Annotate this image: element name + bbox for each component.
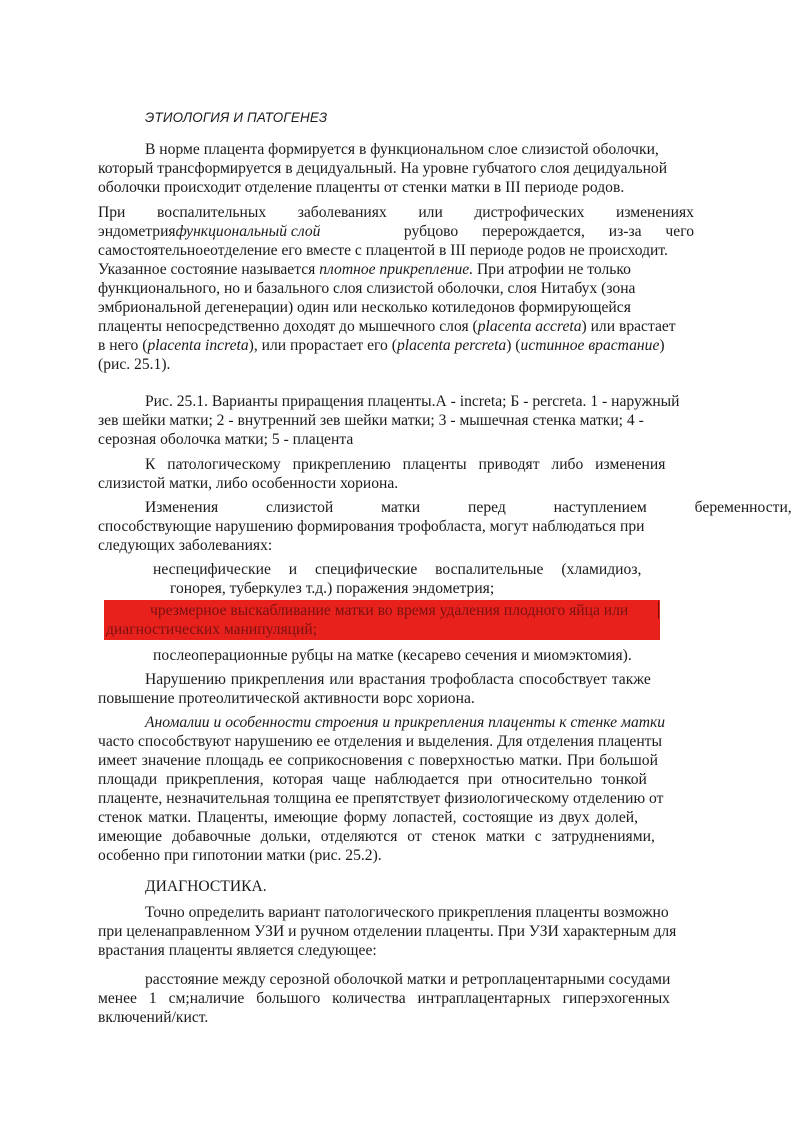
- text-line: врастания плаценты является следующее:: [98, 942, 377, 959]
- word: или: [418, 204, 443, 221]
- italic-term: placenta increta: [147, 337, 249, 354]
- text-line: [98, 222, 694, 241]
- list-item: послеоперационные рубцы на матке (кесарево сечения и миомэктомия).: [153, 647, 632, 664]
- text-line: [145, 713, 741, 732]
- text-line: стенок матки. Плаценты, имеющие форму лопастей, состоящие из двух долей,: [98, 809, 638, 826]
- word: дистрофических: [474, 204, 585, 221]
- text-line: зев шейки матки; 2 - внутренний зев шейки матки; 3 - мышечная стенка матки; 4 -: [98, 412, 644, 429]
- text-line: Изменения слизистой матки перед наступлением беременности,: [145, 499, 792, 516]
- text-fragment: ), или прорастает его (: [248, 337, 397, 354]
- italic-term: истинное врастание: [520, 337, 660, 354]
- text-line: оболочки происходит отделение плаценты от стенки матки в III периоде родов.: [98, 179, 625, 196]
- text-line: площади прикрепления, которая чаще наблюдается при относительно тонкой: [98, 771, 647, 788]
- text-fragment: ) или врастает: [581, 318, 676, 335]
- text-line: повышение протеолитической активности ворс хориона.: [98, 690, 475, 707]
- list-item-continuation: гонорея, туберкулез т.д.) поражения эндометрия;: [170, 580, 495, 597]
- text-line: имеет значение площадь ее соприкосновения с поверхностью матки. При большой: [98, 752, 658, 769]
- text-line: слизистой матки, либо особенности хориона.: [98, 475, 399, 492]
- text-line: способствующие нарушению формирования трофобласта, могут наблюдаться при: [98, 518, 645, 535]
- text-fragment: плаценты непосредственно доходят до мышечного слоя (: [98, 318, 478, 335]
- text-fragment: ) (: [506, 337, 521, 354]
- word: заболеваниях: [297, 204, 387, 221]
- text-line: менее 1 см;наличие большого количества интраплацентарных гиперэхогенных: [98, 990, 670, 1007]
- text-line: который трансформируется в децидуальный. На уровне губчатого слоя децидуальной: [98, 160, 668, 177]
- italic-term: Аномалии и особенности строения и прикрепления плаценты к стенке матки: [145, 714, 666, 731]
- text-line: [98, 336, 694, 355]
- text-line: (рис. 25.1).: [98, 356, 171, 373]
- text-line: [98, 317, 694, 336]
- text-line: самостоятельноеотделение его вместе с плацентой в III периоде родов не происходит.: [98, 242, 668, 259]
- text-fragment: рубцово перерождается, из-за чего: [403, 223, 694, 240]
- italic-term: placenta percreta: [396, 337, 507, 354]
- text-line: расстояние между серозной оболочкой матки и ретроплацентарными сосудами: [145, 971, 671, 988]
- text-fragment: При атрофии не только: [473, 261, 631, 278]
- text-fragment: [98, 222, 320, 241]
- text-line: следующих заболеваниях:: [98, 537, 273, 554]
- text-line: Точно определить вариант патологического прикрепления плаценты возможно: [145, 904, 669, 921]
- text-fragment: Указанное состояние называется: [98, 261, 320, 278]
- italic-term: функциональный слой: [175, 223, 321, 240]
- text-line: часто способствуют нарушению ее отделения и выделения. Для отделения плаценты: [98, 733, 662, 750]
- text-line: Рис. 25.1. Варианты приращения плаценты.А - increta; Б - percreta. 1 - наружный: [145, 393, 680, 410]
- text-line: серозная оболочка матки; 5 - плацента: [98, 431, 354, 448]
- text-fragment: ): [659, 337, 665, 354]
- section-heading-diagnostics: ДИАГНОСТИКА.: [145, 878, 267, 895]
- text-line: эмбриональной дегенерации) один или несколько котиледонов формирующейся: [98, 299, 631, 316]
- word: изменениях: [615, 204, 694, 221]
- text-line: имеющие добавочные дольки, отделяются от стенок матки с затруднениями,: [98, 828, 655, 845]
- highlighted-list-item-continuation: диагностических манипуляций;: [106, 621, 318, 638]
- text-fragment: в него (: [98, 337, 148, 354]
- text-line: К патологическому прикреплению плаценты приводят либо изменения: [145, 456, 666, 473]
- italic-term: плотное прикрепление.: [319, 261, 474, 278]
- italic-term: placenta accreta: [477, 318, 582, 335]
- text-line: функционального, но и базального слоя слизистой оболочки, слоя Нитабух (зона: [98, 280, 636, 297]
- list-item: неспецифические и специфические воспалительные (хламидиоз,: [153, 561, 642, 578]
- text-line: плаценте, незначительная толщина ее препятствует физиологическому отделению от: [98, 790, 664, 807]
- text-line: при целенаправленном УЗИ и ручном отделении плаценты. При УЗИ характерным для: [98, 923, 677, 940]
- text-line: В норме плацента формируется в функциональном слое слизистой оболочки,: [145, 141, 659, 158]
- text-line: особенно при гипотонии матки (рис. 25.2).: [98, 847, 382, 864]
- text-line: [98, 203, 694, 222]
- text-fragment: эндометрия: [98, 223, 176, 240]
- word: воспалительных: [156, 204, 267, 221]
- text-line: Нарушению прикрепления или врастания трофобласта способствует также: [145, 671, 651, 688]
- text-line: включений/кист.: [98, 1009, 209, 1026]
- text-line: [98, 260, 694, 279]
- highlighted-list-item: чрезмерное выскабливание матки во время удаления плодного яйца или: [150, 602, 629, 619]
- word: При: [98, 204, 126, 221]
- section-heading-etiology: ЭТИОЛОГИЯ И ПАТОГЕНЕЗ: [145, 110, 328, 125]
